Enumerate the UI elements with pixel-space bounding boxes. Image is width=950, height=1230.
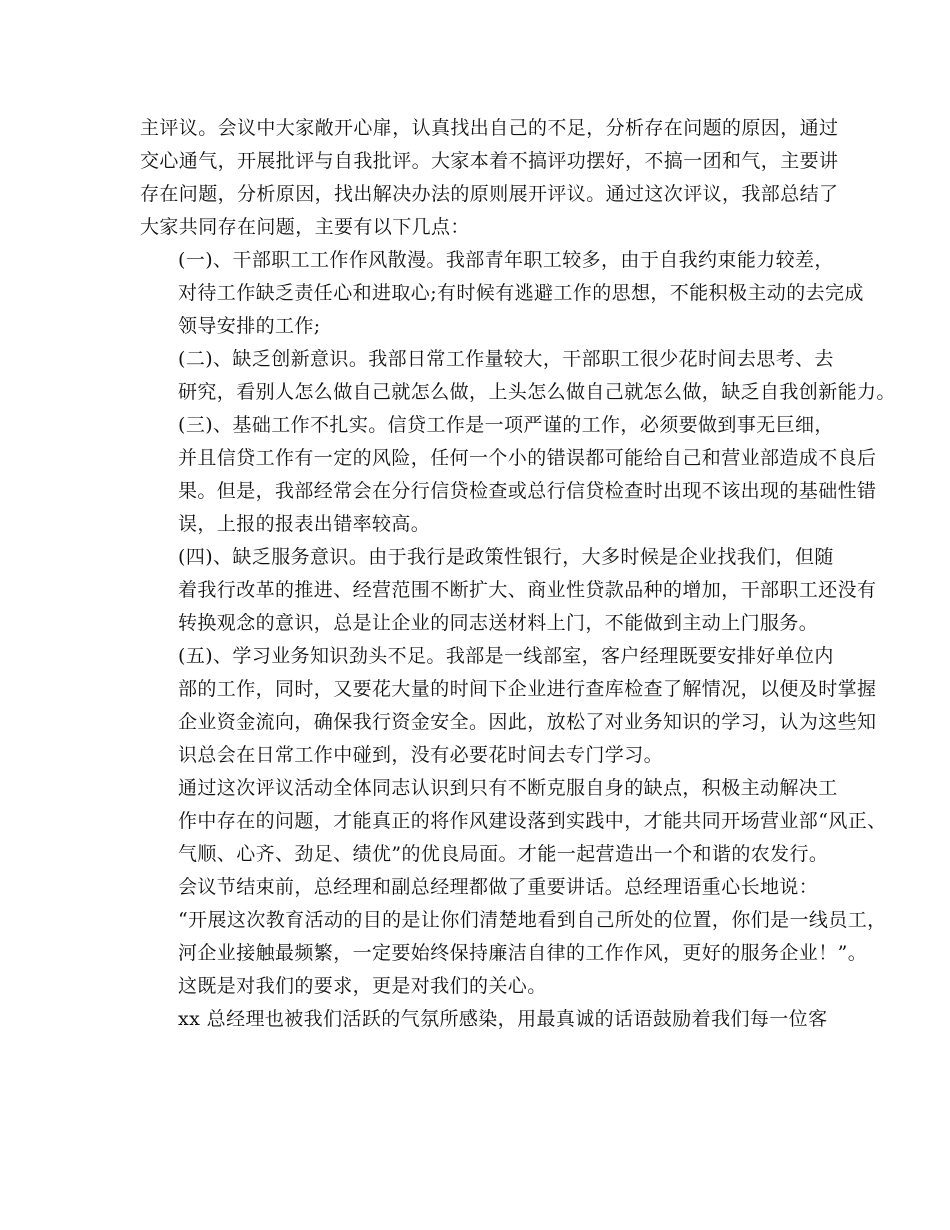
paragraph-line: 误，上报的报表出错率较高。 bbox=[178, 513, 431, 535]
paragraph-line: 果。但是，我部经常会在分行信贷检查或总行信贷检查时出现不该出现的基础性错 bbox=[178, 480, 877, 502]
document-paragraph bbox=[140, 871, 887, 1003]
paragraph-line: 存在问题，分析原因，找出解决办法的原则展开评议。通过这次评议，我部总结了 bbox=[140, 183, 839, 205]
paragraph-line: 研究，看别人怎么做自己就怎么做，上头怎么做自己就怎么做，缺乏自我创新能力。 bbox=[178, 381, 896, 403]
paragraph-line: 主评议。会议中大家敞开心扉，认真找出自己的不足，分析存在问题的原因，通过 bbox=[140, 117, 839, 139]
paragraph-line: (三)、基础工作不扎实。信贷工作是一项严谨的工作，必须要做到事无巨细， bbox=[178, 414, 834, 436]
paragraph-line: 通过这次评议活动全体同志认识到只有不断克服自身的缺点，积极主动解决工 bbox=[178, 777, 838, 799]
document-paragraph bbox=[140, 640, 877, 772]
paragraph-line: “开展这次教育活动的目的是让你们清楚地看到自己所处的位置，你们是一线员工， bbox=[178, 909, 887, 931]
paragraph-line: xx 总经理也被我们活跃的气氛所感染，用最真诚的话语鼓励着我们每一位客 bbox=[178, 1008, 828, 1030]
paragraph-line: 交心通气，开展批评与自我批评。大家本着不搞评功摆好，不搞一团和气，主要讲 bbox=[140, 150, 839, 172]
paragraph-line: 转换观念的意识，总是让企业的同志送材料上门，不能做到主动上门服务。 bbox=[178, 612, 819, 634]
paragraph-line: (四)、缺乏服务意识。由于我行是政策性银行，大多时候是企业找我们，但随 bbox=[178, 546, 834, 568]
document-paragraph bbox=[140, 409, 877, 541]
paragraph-line: 大家共同存在问题，主要有以下几点： bbox=[140, 216, 470, 238]
paragraph-line: (二)、缺乏创新意识。我部日常工作量较大，干部职工很少花时间去思考、去 bbox=[178, 348, 834, 370]
paragraph-line: 对待工作缺乏责任心和进取心;有时候有逃避工作的思想，不能积极主动的去完成 bbox=[178, 282, 864, 304]
paragraph-line: (五)、学习业务知识劲头不足。我部是一线部室，客户经理既要安排好单位内 bbox=[178, 645, 834, 667]
paragraph-line: 领导安排的工作; bbox=[178, 315, 321, 337]
paragraph-line: 这既是对我们的要求，更是对我们的关心。 bbox=[178, 975, 547, 997]
paragraph-line: 企业资金流向，确保我行资金安全。因此，放松了对业务知识的学习，认为这些知 bbox=[178, 711, 877, 733]
document-paragraph bbox=[140, 541, 877, 640]
document-paragraph bbox=[140, 772, 887, 871]
document-body bbox=[140, 112, 896, 1036]
paragraph-line: 会议节结束前，总经理和副总经理都做了重要讲话。总经理语重心长地说： bbox=[178, 876, 819, 898]
document-paragraph bbox=[140, 244, 864, 343]
document-paragraph bbox=[140, 343, 896, 409]
document-paragraph bbox=[140, 1003, 828, 1036]
paragraph-line: 河企业接触最频繁，一定要始终保持廉洁自律的工作作风，更好的服务企业！”。 bbox=[178, 942, 868, 964]
paragraph-line: 着我行改革的推进、经营范围不断扩大、商业性贷款品种的增加，干部职工还没有 bbox=[178, 579, 877, 601]
paragraph-line: (一)、干部职工工作作风散漫。我部青年职工较多，由于自我约束能力较差， bbox=[178, 249, 834, 271]
document-paragraph bbox=[140, 112, 839, 244]
paragraph-line: 识总会在日常工作中碰到，没有必要花时间去专门学习。 bbox=[178, 744, 664, 766]
paragraph-line: 并且信贷工作有一定的风险，任何一个小的错误都可能给自己和营业部造成不良后 bbox=[178, 447, 877, 469]
paragraph-line: 气顺、心齐、劲足、绩优”的优良局面。才能一起营造出一个和谐的农发行。 bbox=[178, 843, 829, 865]
paragraph-line: 部的工作，同时，又要花大量的时间下企业进行查库检查了解情况，以便及时掌握 bbox=[178, 678, 877, 700]
paragraph-line: 作中存在的问题，才能真正的将作风建设落到实践中，才能共同开场营业部“风正、 bbox=[178, 810, 887, 832]
